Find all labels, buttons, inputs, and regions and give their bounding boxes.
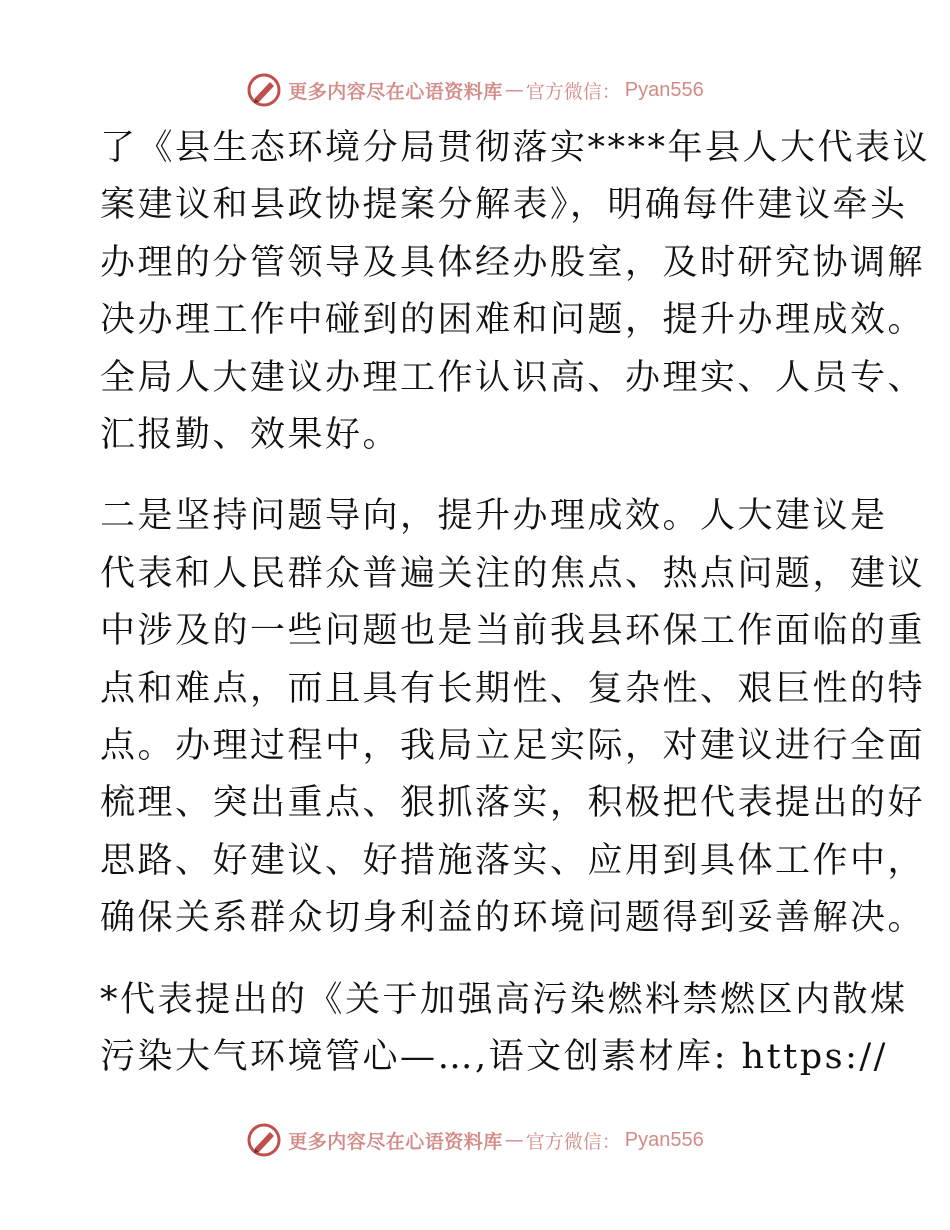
banner-wechat-id: Pyan556: [624, 1128, 704, 1151]
paragraph-1: [100, 120, 931, 464]
banner-sub-text: 官方微信：: [525, 80, 621, 103]
text-line: 案建议和县政协提案分解表》，明确每件建议牵头: [100, 185, 908, 226]
text-line: 思路、好建议、好措施落实、应用到具体工作中，: [100, 840, 926, 881]
text-line: 梳理、突出重点、狠抓落实，积极把代表提出的好: [100, 783, 926, 824]
banner-sub-text: 官方微信：: [525, 1130, 621, 1153]
text-line: 污染大气环境管心—…,语文创素材库: https://: [100, 1037, 888, 1078]
text-line: 确保关系群众切身利益的环境问题得到妥善解决。: [100, 898, 926, 939]
text-line: 了《县生态环境分局贯彻落实****年县人大代表议: [100, 128, 931, 168]
text-line: 中涉及的一些问题也是当前我县环保工作面临的重: [100, 611, 926, 652]
banner-main-text: 更多内容尽在心语资料库: [288, 1130, 503, 1153]
header-banner: [0, 68, 950, 112]
text-line: 点。办理过程中，我局立足实际，对建议进行全面: [100, 726, 926, 767]
paragraph-3: [100, 972, 908, 1087]
text-line: 点和难点，而且具有长期性、复杂性、艰巨性的特: [100, 668, 926, 709]
banner-main-text: 更多内容尽在心语资料库: [288, 80, 503, 103]
text-line: 二是坚持问题导向，提升办理成效。人大建议是: [100, 496, 888, 537]
pen-logo-icon: [246, 72, 282, 108]
paragraph-2: [100, 488, 926, 947]
document-body: [100, 120, 931, 1087]
text-line: 汇报勤、效果好。: [100, 415, 401, 456]
banner-dash: —: [504, 79, 524, 101]
text-line: 全局人大建议办理工作认识高、办理实、人员专、: [100, 357, 926, 398]
text-line: 决办理工作中碰到的困难和问题，提升办理成效。: [100, 300, 926, 341]
banner-wechat-id: Pyan556: [624, 78, 704, 101]
banner-inner: [246, 1122, 704, 1158]
banner-inner: [246, 72, 704, 108]
banner-dash: —: [504, 1129, 524, 1151]
text-line: 代表和人民群众普遍关注的焦点、热点问题，建议: [100, 553, 926, 594]
footer-banner: [0, 1118, 950, 1162]
text-line: 办理的分管领导及具体经办股室，及时研究协调解: [100, 242, 926, 283]
pen-logo-icon: [246, 1122, 282, 1158]
text-line: *代表提出的《关于加强高污染燃料禁燃区内散煤: [100, 979, 908, 1020]
